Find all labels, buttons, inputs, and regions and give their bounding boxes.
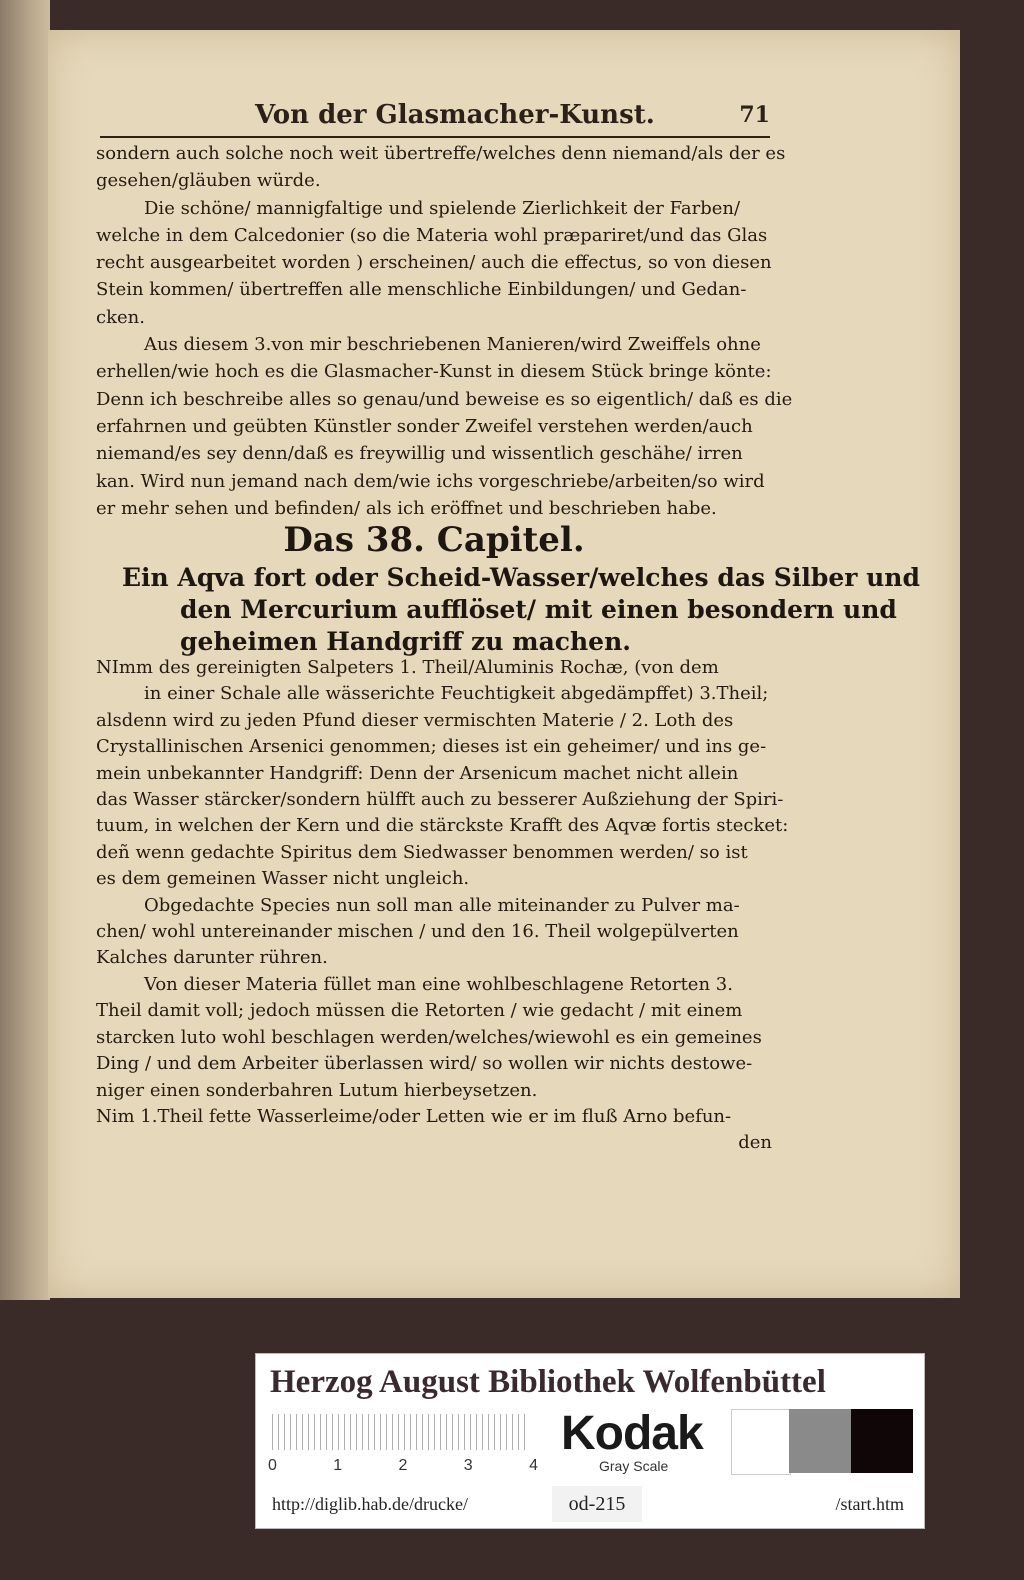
text-line: Denn ich beschreibe alles so genau/und beweise es so eigentlich/ daß es die — [96, 388, 793, 410]
text-line: sondern auch solche noch weit übertreffe/welches denn niemand/als der es — [96, 143, 786, 164]
text-line: Von dieser Materia füllet man eine wohlbeschlagene Retorten 3. — [144, 973, 733, 995]
ruler-number: 1 — [333, 1457, 343, 1474]
text-line: Crystallinischen Arsenici genommen; dieses ist ein geheimer/ und ins ge- — [96, 736, 767, 758]
text-line: niemand/es sey denn/daß es freywillig und wissentlich geschähe/ irren — [96, 443, 743, 465]
page-header — [100, 100, 770, 138]
text-line: NImm des gereinigten Salpeters 1. Theil/Aluminis Rochæ, (von dem — [96, 657, 719, 678]
text-block-bottom — [96, 655, 789, 1157]
url-suffix: /start.htm — [835, 1494, 904, 1514]
chapter-subtitle-line: geheimen Handgriff zu machen. — [180, 627, 631, 656]
url-identifier: od-215 — [552, 1486, 642, 1522]
text-line: welche in dem Calcedonier (so die Materia wohl præpariret/und das Glas — [96, 224, 768, 246]
text-line: gesehen/gläuben würde. — [96, 170, 321, 192]
text-line: mein unbekannter Handgriff: Denn der Arsenicum machet nicht allein — [96, 762, 739, 784]
color-target-card — [255, 1353, 925, 1529]
text-line: chen/ wohl untereinander mischen / und den 16. Theil wolgepülverten — [96, 921, 739, 943]
ruler-scale — [272, 1414, 530, 1450]
text-line: Stein kommen/ übertreffen alle menschliche Einbildungen/ und Gedan- — [96, 279, 747, 301]
text-line: das Wasser stärcker/sondern hülfft auch zu besserer Außziehung der Spiri- — [96, 789, 784, 811]
text-line: erfahrnen und geübten Künstler sonder Zweifel verstehen werden/auch — [96, 415, 753, 437]
ruler-number: 4 — [529, 1457, 538, 1474]
running-title: Von der Glasmacher-Kunst. — [255, 100, 655, 130]
text-line: starcken luto wohl beschlagen werden/welches/wiewohl es ein gemeines — [96, 1026, 762, 1048]
chapter-subtitle-line: Ein Aqva fort oder Scheid-Wasser/welches das Silber und — [122, 563, 920, 592]
text-line: tuum, in welchen der Kern und die stärckste Krafft des Aqvæ fortis stecket: — [96, 815, 789, 837]
text-line: cken. — [96, 306, 145, 328]
text-line: erhellen/wie hoch es die Glasmacher-Kunst in diesem Stück bringe könte: — [96, 361, 772, 383]
text-line: kan. Wird nun jemand nach dem/wie ichs vorgeschriebe/arbeiten/so wird — [96, 470, 765, 492]
ruler-numbers — [268, 1457, 538, 1475]
text-block-top — [96, 140, 793, 522]
kodak-logo: Kodak — [561, 1407, 703, 1460]
text-line: Theil damit voll; jedoch müssen die Retorten / wie gedacht / mit einem — [96, 1000, 743, 1022]
chapter-title: Das 38. Capitel. — [283, 520, 585, 560]
ruler-number: 3 — [463, 1457, 473, 1474]
text-line: niger einen sonderbahren Lutum hierbeysetzen. — [96, 1079, 538, 1101]
text-line: Aus diesem 3.von mir beschriebenen Manieren/wird Zweiffels ohne — [144, 334, 761, 356]
text-line: Kalches darunter rühren. — [96, 947, 328, 969]
ruler-number: 0 — [268, 1457, 277, 1474]
gray-swatch — [789, 1409, 851, 1473]
gray-scale-label: Gray Scale — [599, 1458, 669, 1474]
black-swatch — [851, 1409, 913, 1473]
chapter-subtitle-line: den Mercurium aufflöset/ mit einen besondern und — [180, 595, 897, 624]
url-prefix: http://diglib.hab.de/drucke/ — [272, 1494, 468, 1514]
text-line: in einer Schale alle wässerichte Feuchtigkeit abgedämpffet) 3.Theil; — [144, 683, 769, 705]
chapter-subtitle — [96, 562, 920, 658]
ruler-number: 2 — [398, 1457, 408, 1474]
text-line: Obgedachte Species nun soll man alle miteinander zu Pulver ma- — [144, 894, 740, 916]
catchword: den — [738, 1132, 772, 1154]
text-line: es dem gemeinen Wasser nicht ungleich. — [96, 868, 470, 890]
text-line: er mehr sehen und befinden/ als ich eröffnet und beschrieben habe. — [96, 497, 717, 519]
text-line: alsdenn wird zu jeden Pfund dieser vermischten Materie / 2. Loth des — [96, 709, 734, 731]
text-line: Nim 1.Theil fette Wasserleime/oder Letten wie er im fluß Arno befun- — [96, 1105, 732, 1127]
text-line: Die schöne/ mannigfaltige und spielende Zierlichkeit der Farben/ — [144, 197, 741, 219]
text-line: recht ausgearbeitet worden ) erscheinen/ auch die effectus, so von diesen — [96, 252, 772, 274]
page-number: 71 — [739, 102, 770, 128]
library-title: Herzog August Bibliothek Wolfenbüttel — [270, 1364, 826, 1400]
text-line: deñ wenn gedachte Spiritus dem Siedwasser benommen werden/ so ist — [96, 841, 748, 863]
adjacent-page-edge — [0, 0, 50, 1300]
text-line: Ding / und dem Arbeiter überlassen wird/ so wollen wir nichts destowe- — [96, 1053, 753, 1075]
white-swatch — [731, 1409, 791, 1475]
